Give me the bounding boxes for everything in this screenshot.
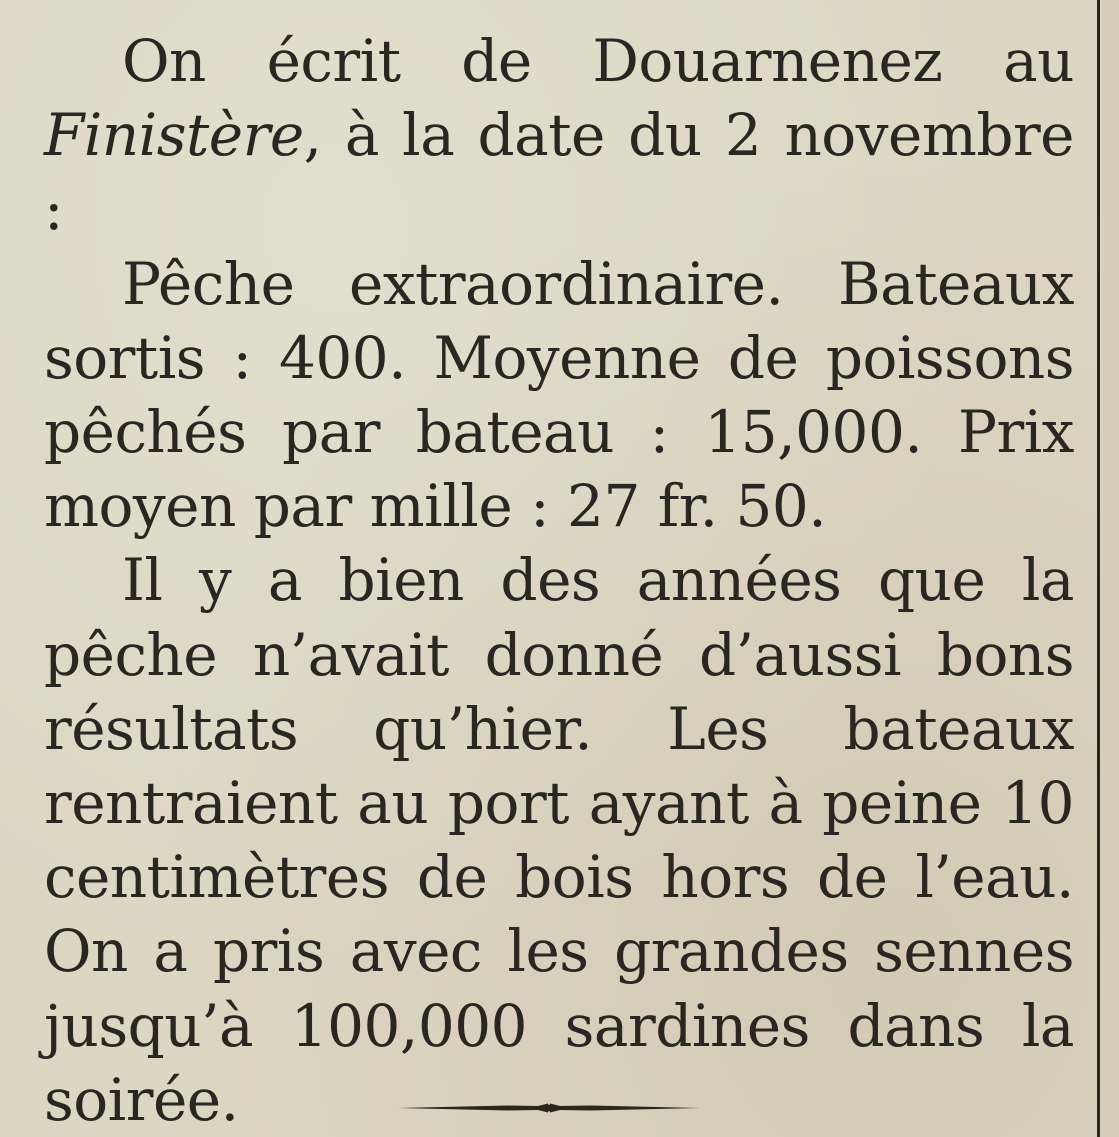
catch-report-text: Pêche extraordinaire. Bateaux sortis : 400. Moyenne de poissons pêchés par bateau : 15,000. Prix moyen par mille : 27 fr. 50. [44,249,1074,541]
article-body [44,24,1074,1137]
paragraph-commentary [44,543,1074,1137]
page-margin [1102,0,1119,1137]
intro-text-start: On écrit de Douarnenez au [122,27,1074,95]
intro-text-end: , à la date du 2 novembre : [44,101,1074,244]
column-divider-line [1097,0,1100,1137]
commentary-text: Il y a bien des années que la pêche n’avait donné d’aussi bons résultats qu’hier. Les bateaux rentraient au port ayant à peine 10 centimètres de bois hors de l’eau. On a pris avec les grandes sennes jusqu’à 100,000 sardines dans la soirée. [44,546,1074,1134]
newspaper-name: Finistère [44,101,304,170]
paragraph-catch-report [44,247,1074,544]
ornamental-separator [398,1100,700,1116]
paragraph-intro [44,24,1074,247]
